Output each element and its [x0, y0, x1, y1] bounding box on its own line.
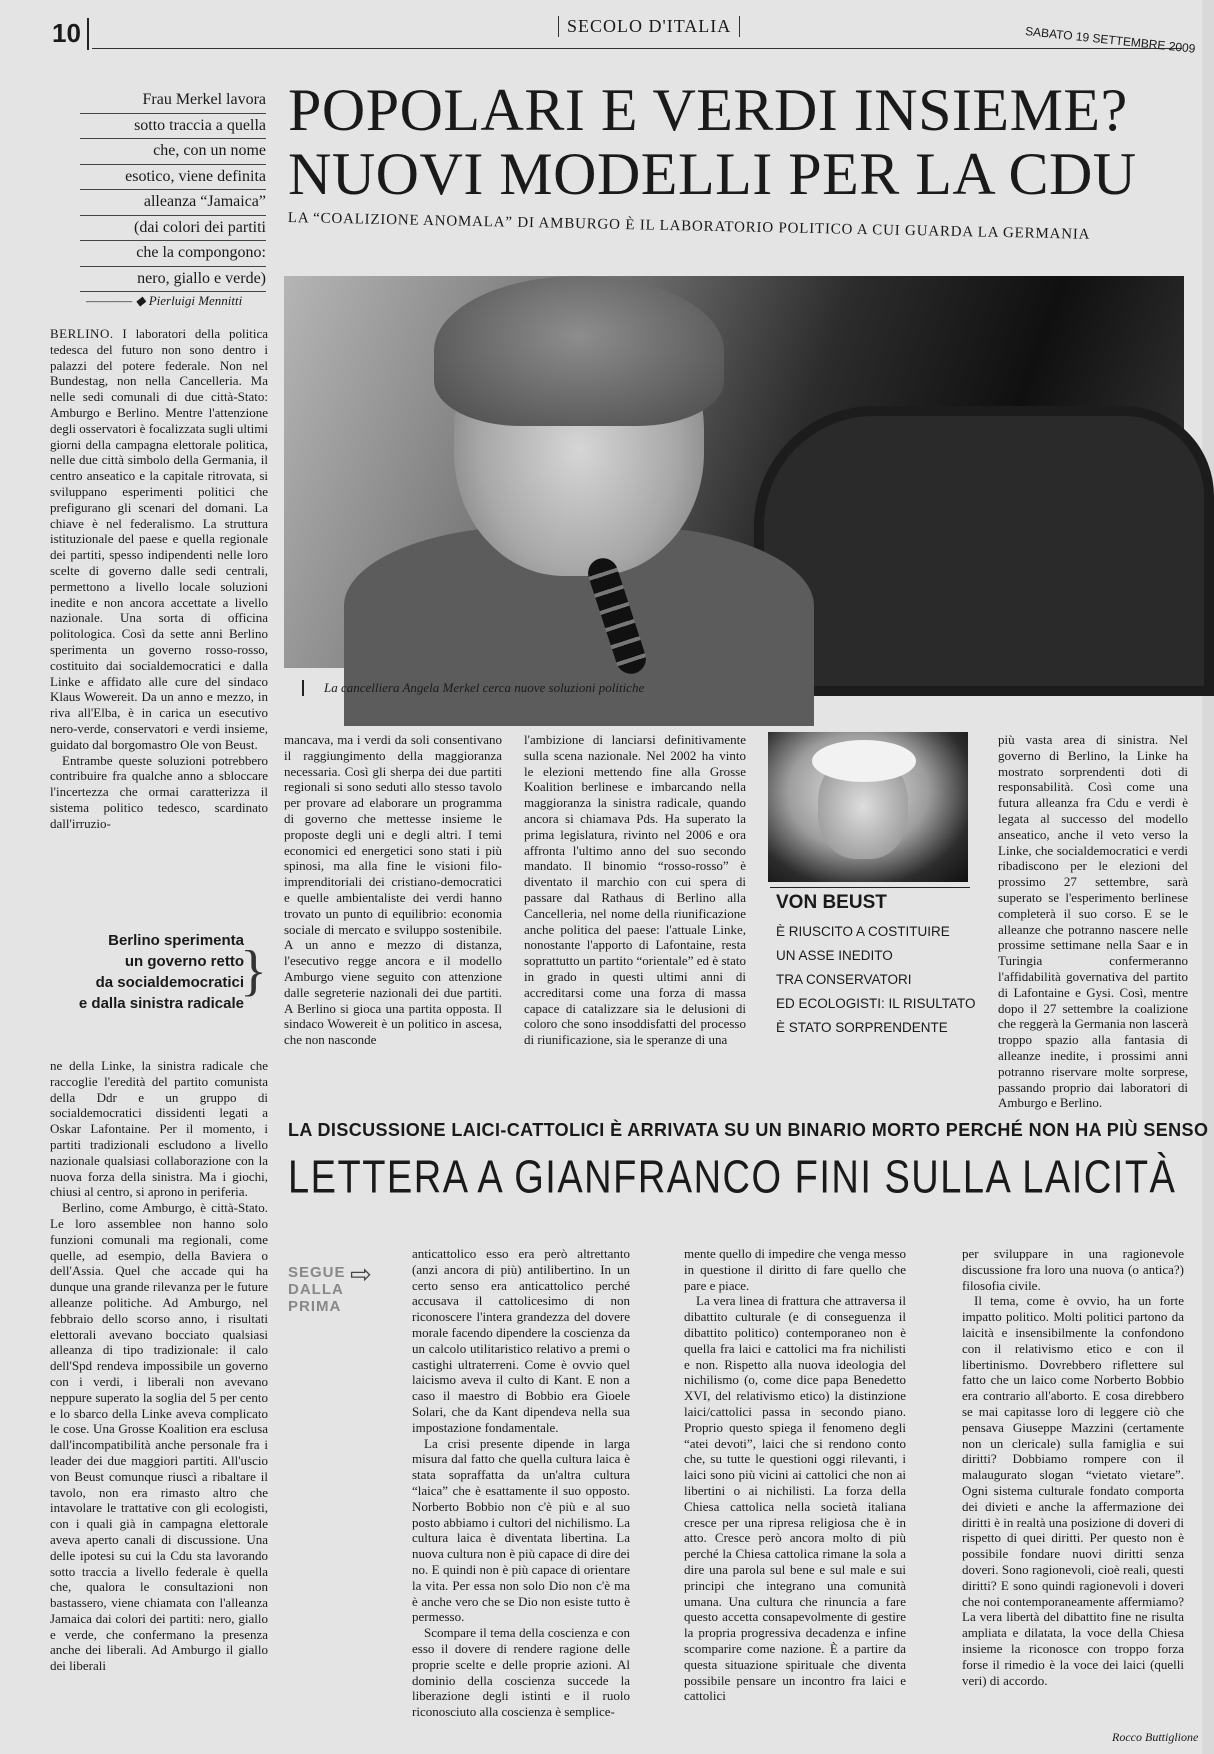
issue-date: SABATO 19 SETTEMBRE 2009 [1024, 24, 1197, 56]
teaser-line: che la compongono: [80, 241, 266, 267]
article-paragraph: La vera linea di frattura che attraversa il dibattito culturale (e di conseguenza il dibattito politico) contemporaneo non è quella fra laici e cattolici ma fra nichilisti e non. Rispetto alla nuova ideologia del nichilismo (o, come dice papa Benedetto XVI, del relativismo etico) la distinzione laici/cattolici passa in secondo piano. Proprio questo spiega il fenomeno degli “atei devoti”, laici che si rendono conto che, su tutte le questioni oggi rilevanti, i laici sono più vicini ai cattolici che non ai libertini o ai nichilisti. La forza della Chiesa cattolica nella società italiana cresce per una ripresa religiosa che è in atto. Cresce però ancora molto di più perché la Chiesa cattolica rimane la sola a dire una parola sul bene e sul male e sui principi che integrano una comunità umana. Una cultura che rinuncia a fare questo accetta consapevolmente di gestire la propria progressiva decadenza e infine scomparire come nazione. È a partire da questa situazione spirituale che diventa possibile pensare un incontro fra laici e cattolici [684, 1293, 906, 1704]
second-article-title: LETTERA A GIANFRANCO FINI SULLA LAICITÀ [288, 1152, 1177, 1204]
teaser-line: sotto traccia a quella [80, 114, 266, 140]
article-column-3 [524, 732, 746, 1096]
sidebar-line: UN ASSE INEDITO [776, 948, 893, 963]
article-paragraph: Scompare il tema della coscienza e con esso il dovere di rendere ragione delle proprie scelte e delle proprie azioni. Al dominio della coscienza succede la liberazione degli istinti e il ruolo riconosciuto alla coscienza è semplice- [412, 1625, 630, 1720]
car-door-shape [754, 406, 1214, 696]
header-rule [92, 48, 1182, 49]
article-paragraph: più vasta area di sinistra. Nel governo di Berlino, la Linke ha mostrato sorprendenti doti di responsabilità. Così come una futura alleanza fra Cdu e verdi è legata al successo del modello anseatico, anche il veto verso la Linke, che socialdemocratici e verdi ribadiscono per le elezioni del prossimo 27 settembre, sarà superato se l'esperimento berlinese completerà il suo corso. E se le alleanze che potranno nascere nelle prossime settimane nella Saar e in Turingia confermeranno l'affidabilità governativa del partito di Lafontaine e Gysi. Così, mentre dopo il 27 settembre la coalizione che reggerà la Germania non lascerà troppo spazio alla fantasia di alleanze inedite, i prossimi anni potranno riservare molte sorprese, passando proprio dai laboratori di Amburgo e Berlino. [998, 732, 1188, 1111]
masthead: SECOLO D'ITALIA [558, 16, 740, 37]
second-column-3 [962, 1246, 1184, 1728]
article-column-2 [284, 732, 502, 1096]
second-column-1 [412, 1246, 630, 1748]
second-article-kicker: LA DISCUSSIONE LAICI-CATTOLICI È ARRIVATA SU UN BINARIO MORTO PERCHÉ NON HA PIÙ SENSO [288, 1120, 1209, 1140]
article-paragraph: La crisi presente dipende in larga misura dal fatto che quella cultura laica è stata sopraffatta da un'altra cultura “laica” che è esattamente il suo opposto. Norberto Bobbio non c'è più e al suo posto abbiamo i cultori del nichilismo. La cultura laica è diventata libertina. La nuova cultura non è più capace di dire dei no. E quindi non è più capace di orientare la vita. Per essa non solo Dio non c'è ma è anche vero che se Dio non esiste tutto è permesso. [412, 1435, 630, 1625]
article-paragraph: per sviluppare in una ragionevole discussione fra loro una nuova (o antica?) filosofia civile. [962, 1246, 1184, 1293]
sidebar-line: È STATO SORPRENDENTE [776, 1020, 948, 1035]
teaser-line: che, con un nome [80, 139, 266, 165]
hair-shape [434, 276, 724, 426]
article-column-1 [50, 326, 268, 902]
article-paragraph: Il tema, come è ovvio, ha un forte impatto politico. Molti politici partono da laicità e insensibilmente la confondono con il relativismo etico e con il libertinismo. Dovrebbero riflettere sul fatto che un laico come Norberto Bobbio era contrario all'aborto. E cosa direbbero se mai capitasse loro di leggere ciò che pensava Giuseppe Mazzini (certamente non un clericale) sulla famiglia e sui diritti? Dobbiamo rompere con il malaugurato slogan “vietato vietare”. Ogni sistema culturale fondato comporta dei divieti e anche la affermazione dei diritti è in realtà una posizione di doveri di rispetto di quei diritti. Per questo non è possibile fondare nuovi diritti senza doveri. Sono ragionevoli, cioè reali, questi diritti? E sono quindi ragionevoli i doveri che noi contemporaneamente affermiamo? La vera libertà del dibattito fine ne risulta ampliata e dilatata, la voce della Chiesa insieme la riconosce con troppo forza forse il rimedio è la voce dei laici (quelli veri) di accordo. [962, 1293, 1184, 1688]
headline-line-2: NUOVI MODELLI PER LA CDU [288, 141, 1137, 207]
pull-quote-line: da socialdemocratici [95, 974, 244, 991]
byline-rule: ———— ◆ [86, 293, 149, 308]
article-paragraph: Entrambe queste soluzioni potrebbero contribuire fra qualche anno a sbloccare l'incertezza che ormai caratterizza il sistema politico tedesco, scardinato dall'irruzio- [50, 752, 268, 831]
segue-line: PRIMA [288, 1298, 342, 1315]
merkel-photo [284, 276, 1184, 668]
dateline: BERLINO. [50, 326, 114, 341]
segue-line: DALLA [288, 1281, 344, 1298]
sidebar-name: VON BEUST [776, 892, 887, 913]
teaser-line: alleanza “Jamaica” [80, 190, 266, 216]
article-paragraph: ne della Linke, la sinistra radicale che raccoglie l'eredità del partito comunista della Ddr e un gruppo di socialdemocratici dissidenti legati a Oskar Lafontaine. Per il momento, i partiti tradizionali escludono a livello nazionale qualsiasi collaborazione con la nuova forza della sinistra. Ma i giochi, chiusi al centro, si aprono in periferia. [50, 1058, 268, 1200]
photo-caption: La cancelliera Angela Merkel cerca nuove soluzioni politiche [302, 680, 644, 696]
pull-quote-line: Berlino sperimenta [108, 932, 244, 949]
pull-quote-line: e dalla sinistra radicale [78, 995, 244, 1012]
pull-quote-line: un governo retto [124, 953, 244, 970]
sidebar-text [776, 920, 976, 1040]
teaser-line: Frau Merkel lavora [80, 88, 266, 114]
sidebar-line: È RIUSCITO A COSTITUIRE [776, 924, 950, 939]
article-paragraph: mancava, ma i verdi da soli consentivano il raggiungimento della maggioranza necessaria. Così gli sherpa dei due partiti regionali si sono seduti allo stesso tavolo per provare ad elaborare un programma di governo che mettesse insieme le proposte degli uni e degli altri. I temi economici ed energetici sono stati i più spinosi, ma alla fine le visioni filo-imprenditoriali dei cristiano-democratici e quelle ambientaliste dei verdi hanno trovato un punto di equilibrio: economia sociale di mercato e sviluppo sostenibile. A un anno e mezzo di distanza, l'esecutivo regge ancora e il modello Amburgo viene seguito con attenzione dalle segreterie nazionali dei due partiti. A Berlino si gioca una partita opposta. Il sindaco Wowereit è un politico in ascesa, che non nasconde [284, 732, 502, 1048]
second-column-2 [684, 1246, 906, 1748]
teaser-line: nero, giallo e verde) [80, 267, 266, 293]
sidebar-line: ED ECOLOGISTI: IL RISULTATO [776, 996, 976, 1011]
sidebar-rule [770, 887, 970, 888]
article-paragraph: mente quello di impedire che venga messo in questione il diritto di fare quello che pare e piace. [684, 1246, 906, 1293]
continued-label [288, 1264, 346, 1315]
article-paragraph: Berlino, come Amburgo, è città-Stato. Le loro assemblee non hanno solo funzioni comunali ma regionali, come quelle, ad esempio, della Baviera o dell'Assia. Quel che accade qui ha dunque una grande rilevanza per le future alleanze politiche. Ad Amburgo, nel febbraio dello scorso anno, i risultati elettorali avevano bocciato qualsiasi alleanza di tipo tradizionale: il calo dell'Spd rendeva impossibile un governo con i verdi, i liberali non avevano neppure superato la soglia del 5 per cento e lo sbarco della Linke aveva complicato le cose. Una Grosse Koalition era esclusa dall'incompatibilità anche personale fra i leader dei due maggiori partiti. All'uscio von Beust comunque riuscì a ribaltare il tavolo, non era rimasto altro che intavolare le trattative con gli ecologisti, con i quali già in campagna elettorale aveva aperto canali di discussione. Una delle ipotesi su cui la Cdu sta lavorando sotto traccia a livello federale è quella che, qualora le consultazioni non bastassero, viene chiamata con l'alleanza Jamaica dai colori dei partiti: nero, giallo e verde, che confermano la presenza anche dei liberali. Ad Amburgo il giallo dei liberali [50, 1200, 268, 1674]
article-column-1-continued [50, 1058, 268, 1748]
brace-icon: } [240, 940, 267, 1002]
article-paragraph: anticattolico esso era però altrettanto (anzi ancora di più) antilibertino. In un certo senso era anticattolico perché accusava il cattolicesimo di non riconoscere l'intera grandezza del dovere morale facendo dipendere la coscienza da un calcolo utilitaristico relativo a premi o castighi ultraterreni. Come è ovvio quel laicismo aveva il culto di Kant. E non a caso il maestro di Bobbio era Gioele Solari, che da Kant dipendeva nella sua impostazione fondamentale. [412, 1246, 630, 1435]
arrow-right-icon: ⇨ [350, 1260, 372, 1290]
pull-quote [48, 930, 244, 1014]
segue-line: SEGUE [288, 1264, 346, 1281]
article-paragraph: l'ambizione di lanciarsi definitivamente sulla scena nazionale. Nel 2002 ha vinto le elezioni mettendo fine alla Grosse Koalition berlinese e imbarcando nella maggioranza la sinistra radicale, quando ancora si chiamava Pds. Ha superato la prima legislatura, rivinto nel 2006 e ora affronta l'ultimo anno del suo secondo mandato. Il binomio “rosso-rosso” è diventato il marchio con cui spera di passare dal Rathaus di Berlino alla Cancelleria, nel nome della riunificazione anche politica del paese: l'attuale Linke, nonostante l'apporto di Lafontaine, resta soprattutto un partito “orientale” ed è stato in grado in questi ultimi anni di accreditarsi come una forza di massa capace di catalizzare sia le delusioni di coloro che sono insoddisfatti del processo di riunificazione, sia le speranze di una [524, 732, 746, 1048]
author-signature: Rocco Buttiglione [1112, 1730, 1199, 1744]
teaser-line: (dai colori dei partiti [80, 216, 266, 242]
byline-author: Pierluigi Mennitti [148, 293, 243, 308]
headline-subtitle: LA “COALIZIONE ANOMALA” DI AMBURGO È IL LABORATORIO POLITICO A CUI GUARDA LA GERMANIA [287, 210, 1091, 243]
sidebar-line: TRA CONSERVATORI [776, 972, 912, 987]
byline [86, 293, 242, 309]
teaser-box [80, 88, 266, 292]
headline-line-1: POPOLARI E VERDI INSIEME? [288, 77, 1128, 143]
hair-shape [812, 740, 916, 782]
page-number: 10 [52, 18, 89, 50]
teaser-line: esotico, viene definita [80, 165, 266, 191]
von-beust-photo [768, 732, 968, 882]
article-paragraph: I laboratori della politica tedesca del futuro non sono dentro i palazzi del potere federale. Non nel Bundestag, non nella Cancelleria. Ma nelle sedi comunali di due città-Stato: Amburgo e Berlino. Mentre l'attenzione degli osservatori è focalizzata sugli ultimi giorni della campagna elettorale politica, nelle due città simbolo della Germania, il centro anseatico e la capitale ritrovata, si sviluppano esperimenti politici che prefigurano gli scenari del domani. La chiave è nel federalismo. La struttura istituzionale del paese e quella regionale dei partiti, spesso indipendenti nelle loro scelte di governo dalle sedi centrali, permettono a livello locale soluzioni inedite e non ancora accettate a livello nazionale. Una sorta di officina politologica. Così da sette anni Berlino sperimenta un governo rosso-rosso, costituito dai socialdemocratici e dalla Linke e affidato alle cure del sindaco Klaus Wowereit. Da un anno e mezzo, in riva all'Elba, è in carica un esecutivo nero-verde, conservatori e verdi insieme, guidato dal borgomastro Ole von Beust. [50, 326, 268, 752]
main-headline [288, 78, 1137, 206]
article-column-4 [998, 732, 1188, 1111]
